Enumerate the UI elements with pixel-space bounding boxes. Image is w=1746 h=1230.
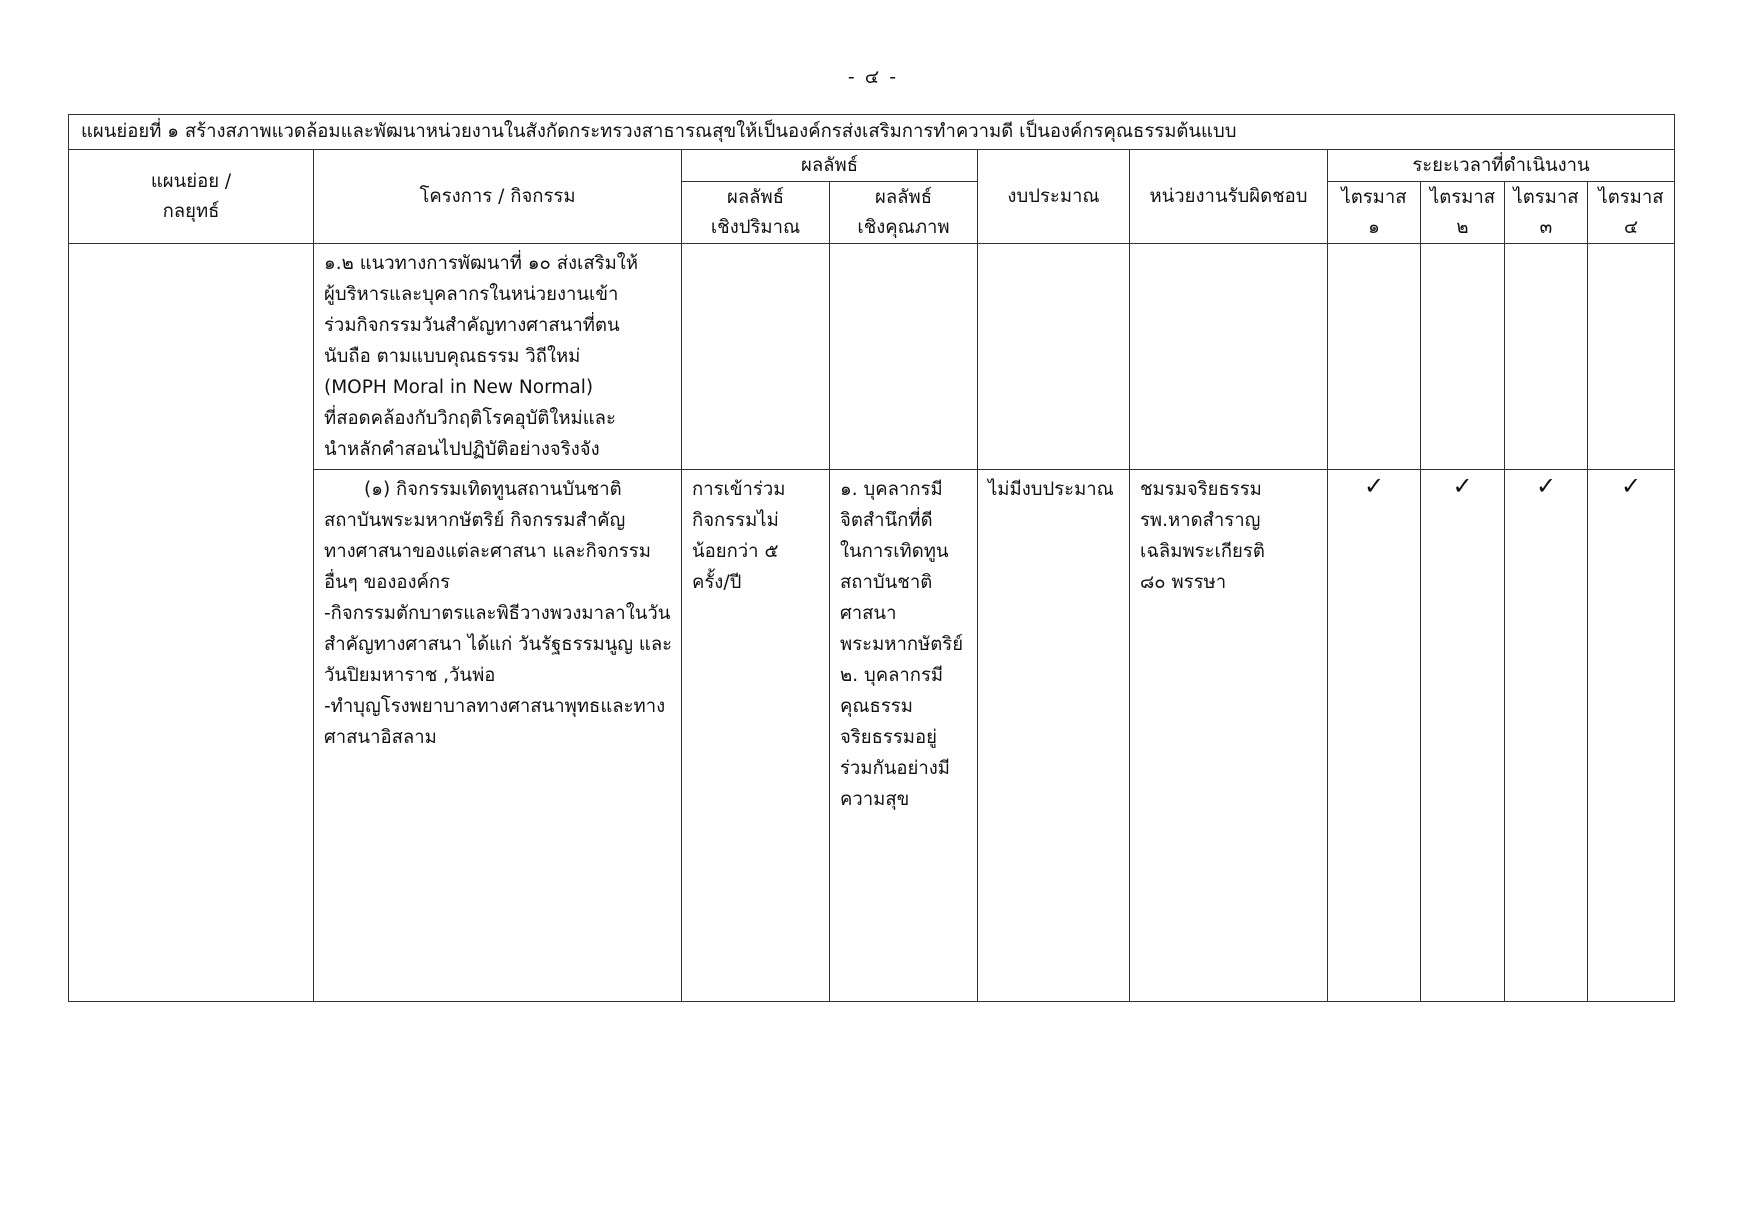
header-quantity: ผลลัพธ์ เชิงปริมาณ	[682, 182, 830, 244]
table-row	[69, 244, 1675, 470]
budget-cell-1	[978, 244, 1130, 470]
header-quarter-3: ไตรมาส ๓	[1505, 182, 1588, 244]
quarter-cell	[1505, 244, 1588, 470]
responsible-cell-2: ชมรมจริยธรรม รพ.หาดสำราญ เฉลิมพระเกียรติ ๘๐ พรรษา	[1130, 470, 1328, 1002]
project-cell-1: ๑.๒ แนวทางการพัฒนาที่ ๑๐ ส่งเสริมให้ ผู้บริหารและบุคลากรในหน่วยงานเข้า ร่วมกิจกรรมวันสำคัญทางศาสนาที่ตน นับถือ ตามแบบคุณธรรม วิถีใหม่ (MOPH Moral in New Normal) ที่สอดคล้องกับวิกฤติโรคอุบัติใหม่และ นำหลักคำสอนไปปฏิบัติอย่างจริงจัง	[314, 244, 682, 470]
quarter-cell	[1328, 244, 1421, 470]
responsible-cell-1	[1130, 244, 1328, 470]
header-responsible: หน่วยงานรับผิดชอบ	[1130, 150, 1328, 244]
header-project: โครงการ / กิจกรรม	[314, 150, 682, 244]
check-icon: ✓	[1328, 470, 1421, 1002]
quantity-cell-2: การเข้าร่วม กิจกรรมไม่ น้อยกว่า ๕ ครั้ง/ปี	[682, 470, 830, 1002]
header-output: ผลลัพธ์	[682, 150, 978, 182]
header-period: ระยะเวลาที่ดำเนินงาน	[1328, 150, 1675, 182]
check-icon: ✓	[1505, 470, 1588, 1002]
plan-table	[68, 114, 1675, 1002]
check-icon: ✓	[1588, 470, 1675, 1002]
quantity-cell-1	[682, 244, 830, 470]
quarter-cell	[1588, 244, 1675, 470]
project-cell-2: (๑) กิจกรรมเทิดทูนสถานบันชาติ สถาบันพระมหากษัตริย์ กิจกรรมสำคัญ ทางศาสนาของแต่ละศาสนา และกิจกรรม อื่นๆ ขององค์กร -กิจกรรมตักบาตรและพิธีวางพวงมาลาในวัน สำคัญทางศาสนา ได้แก่ วันรัฐธรรมนูญ และ วันปิยมหาราช ,วันพ่อ -ทำบุญโรงพยาบาลทางศาสนาพุทธและทาง ศาสนาอิสลาม	[314, 470, 682, 1002]
header-budget: งบประมาณ	[978, 150, 1130, 244]
quality-cell-2: ๑. บุคลากรมี จิตสำนึกที่ดี ในการเทิดทูน สถาบันชาติ ศาสนา พระมหากษัตริย์ ๒. บุคลากรมี คุณธรรม จริยธรรมอยู่ ร่วมกันอย่างมี ความสุข	[830, 470, 978, 1002]
page-number: - ๔ -	[847, 66, 899, 88]
header-quarter-1: ไตรมาส ๑	[1328, 182, 1421, 244]
plan-cell	[69, 244, 314, 1002]
quality-cell-1	[830, 244, 978, 470]
header-quarter-2: ไตรมาส ๒	[1421, 182, 1505, 244]
budget-cell-2: ไม่มีงบประมาณ	[978, 470, 1130, 1002]
check-icon: ✓	[1421, 470, 1505, 1002]
header-quality: ผลลัพธ์ เชิงคุณภาพ	[830, 182, 978, 244]
header-quarter-4: ไตรมาส ๔	[1588, 182, 1675, 244]
table-title: แผนย่อยที่ ๑ สร้างสภาพแวดล้อมและพัฒนาหน่วยงานในสังกัดกระทรวงสาธารณสุขให้เป็นองค์กรส่งเสริมการทำความดี เป็นองค์กรคุณธรรมต้นแบบ	[69, 115, 1675, 150]
header-plan: แผนย่อย / กลยุทธ์	[69, 150, 314, 244]
quarter-cell	[1421, 244, 1505, 470]
